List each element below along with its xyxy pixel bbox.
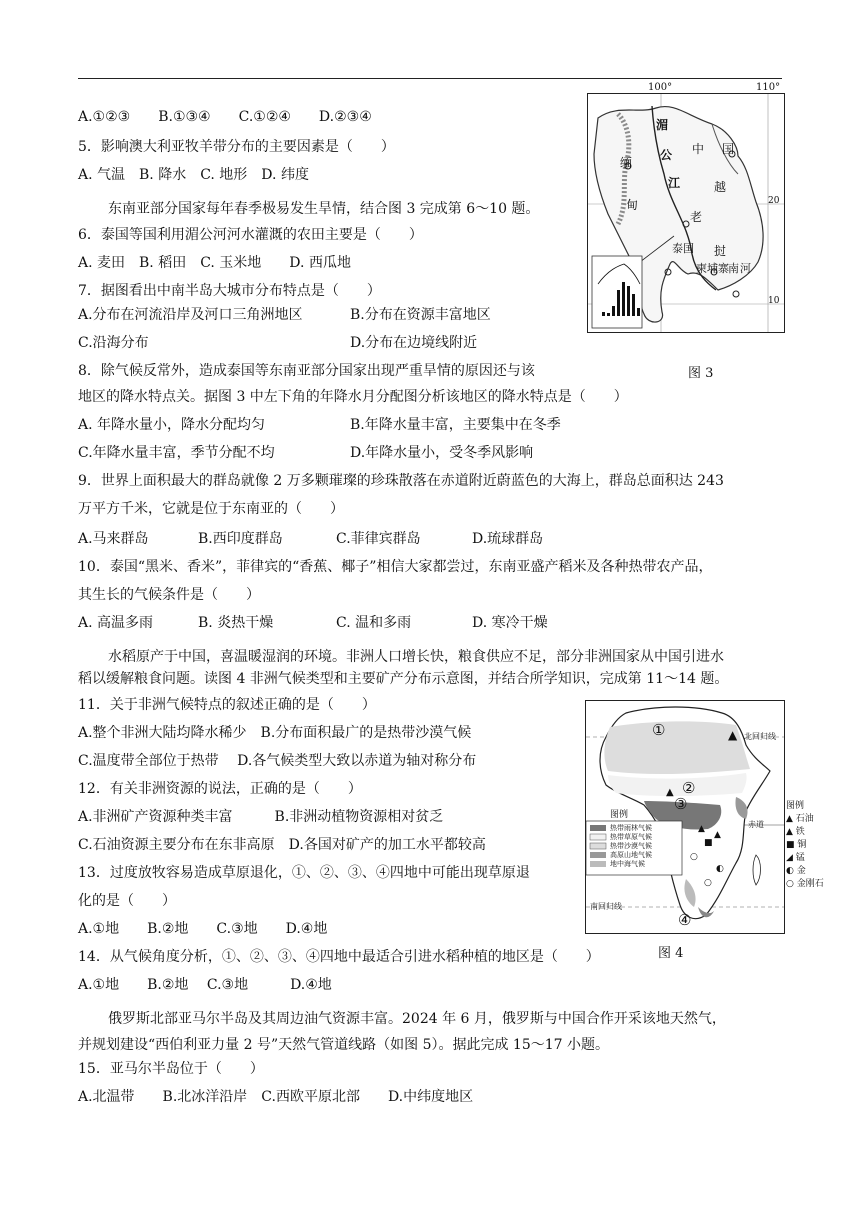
svg-text:○: ○ <box>704 878 712 888</box>
q7-option-d: D.分布在边境线附近 <box>350 335 478 351</box>
q9-option-b: B.西印度群岛 <box>198 531 283 547</box>
intro-11-14-1: 水稻原产于中国，喜温暖湿润的环境。非洲人口增长快，粮食供应不足，部分非洲国家从中国引进水 <box>108 649 724 665</box>
svg-text:▲: ▲ <box>714 830 721 840</box>
header-rule <box>78 78 782 79</box>
q9-stem-2: 万平方千米，它就是位于东南亚的（ ） <box>78 501 344 517</box>
fig3-label-guo: 国 <box>722 142 735 156</box>
fig4-climate-legend-5: 地中海气候 <box>610 860 645 868</box>
diamond-icon: ○ <box>786 879 794 889</box>
fig3-label-cambodia: 柬埔寨 <box>696 262 729 275</box>
fig3-label-gong: 公 <box>660 148 673 162</box>
fig3-label-he: 河 <box>740 262 751 275</box>
q8-option-a: A. 年降水量小，降水分配均匀 <box>78 417 266 433</box>
intro-15-17-1: 俄罗斯北部亚马尔半岛及其周边油气资源丰富。2024 年 6 月，俄罗斯与中国合作开采该地天然气， <box>108 1011 726 1027</box>
q7-stem: 7．据图看出中南半岛大城市分布特点是（ ） <box>78 283 381 299</box>
q11-options-ab: A.整个非洲大陆均降水稀少 B.分布面积最广的是热带沙漠气候 <box>78 725 472 741</box>
q15-options: A.北温带 B.北冰洋沿岸 C.西欧平原北部 D.中纬度地区 <box>78 1089 474 1105</box>
q10-option-c: C. 温和多雨 <box>336 615 412 631</box>
figure-3-map <box>587 82 785 333</box>
q5-stem: 5．影响澳大利亚牧羊带分布的主要因素是（ ） <box>78 139 395 155</box>
q9-option-d: D.琉球群岛 <box>472 531 544 547</box>
figure-4-map <box>585 700 785 934</box>
fig4-tropic-south: 南回归线 <box>590 902 622 911</box>
figure-4-caption: 图 4 <box>658 946 684 961</box>
svg-text:▲: ▲ <box>698 824 705 834</box>
intro-6-10: 东南亚部分国家每年春季极易发生旱情，结合图 3 完成第 6〜10 题。 <box>108 201 540 217</box>
fig4-mineral-manganese: 锰 <box>795 853 805 863</box>
intro-11-14-2: 稻以缓解粮食问题。读图 4 非洲气候类型和主要矿产分布示意图，并结合所学知识，完成第 11〜14 题。 <box>78 671 729 687</box>
fig3-label-mian: 缅 <box>620 156 633 170</box>
q8-option-d: D.年降水量小，受冬季风影响 <box>350 445 534 461</box>
svg-text:▲: ▲ <box>666 787 674 798</box>
q7-option-b: B.分布在资源丰富地区 <box>350 307 491 323</box>
q10-option-b: B. 炎热干燥 <box>198 615 274 631</box>
q8-stem-2: 地区的降水特点关。据图 3 中左下角的年降水月分配图分析该地区的降水特点是（ ） <box>78 389 628 405</box>
fig4-equator: 赤道 <box>748 820 764 829</box>
fig3-label-mei: 湄 <box>656 118 669 132</box>
fig4-climate-legend-4: 高原山地气候 <box>610 851 652 859</box>
fig3-label-yue: 越 <box>714 180 727 194</box>
fig4-tropic-north: 北回归线 <box>744 732 776 741</box>
q13-options: A.①地 B.②地 C.③地 D.④地 <box>78 921 328 937</box>
q15-stem: 15．亚马尔半岛位于（ ） <box>78 1061 264 1077</box>
q9-option-c: C.菲律宾群岛 <box>336 531 421 547</box>
fig4-mineral-oil: 石油 <box>795 814 814 824</box>
q5-options: A. 气温 B. 降水 C. 地形 D. 纬度 <box>78 167 309 183</box>
fig3-label-zhong: 中 <box>692 142 705 156</box>
fig4-region-3: ③ <box>674 795 688 813</box>
q6-stem: 6．泰国等国利用湄公河河水灌溉的农田主要是（ ） <box>78 227 423 243</box>
fig4-climate-legend-1: 热带雨林气候 <box>610 824 652 832</box>
copper-icon: ■ <box>786 840 795 850</box>
fig3-label-dian: 甸 <box>626 198 639 212</box>
intro-15-17-2: 并规划建设“西伯利亚力量 2 号”天然气管道线路（如图 5）。据此完成 15〜17 小题。 <box>78 1037 610 1053</box>
fig4-climate-legend-2: 热带草原气候 <box>610 833 652 841</box>
q12-options-cd: C.石油资源主要分布在东非高原 D.各国对矿产的加工水平都较高 <box>78 837 486 853</box>
q12-stem: 12．有关非洲资源的说法，正确的是（ ） <box>78 781 362 797</box>
q10-option-a: A. 高温多雨 <box>78 615 154 631</box>
q6-options: A. 麦田 B. 稻田 C. 玉米地 D. 西瓜地 <box>78 255 351 271</box>
fig4-region-4: ④ <box>678 911 692 929</box>
svg-text:■: ■ <box>704 838 713 848</box>
q10-stem-2: 其生长的气候条件是（ ） <box>78 587 260 603</box>
iron-icon: ▲ <box>786 827 793 837</box>
q11-stem: 11．关于非洲气候特点的叙述正确的是（ ） <box>78 697 376 713</box>
fig3-label-jiang: 江 <box>668 176 681 190</box>
q14-options: A.①地 B.②地 C.③地 D.④地 <box>78 977 332 993</box>
q14-stem: 14．从气候角度分析，①、②、③、④四地中最适合引进水稻种植的地区是（ ） <box>78 949 600 965</box>
gold-icon: ◐ <box>786 866 794 876</box>
svg-text:○: ○ <box>690 852 698 862</box>
fig4-legend-title: 图例 <box>610 810 629 820</box>
fig4-mineral-gold: 金 <box>796 866 806 876</box>
q12-options-ab: A.非洲矿产资源种类丰富 B.非洲动植物资源相对贫乏 <box>78 809 444 825</box>
fig4-mineral-copper: 铜 <box>797 840 807 850</box>
oil-icon: ▲ <box>786 814 793 824</box>
q8-stem-1: 8．除气候反常外，造成泰国等东南亚部分国家出现严重旱情的原因还与该 <box>78 363 535 379</box>
q9-option-a: A.马来群岛 <box>78 531 149 547</box>
q8-option-c: C.年降水量丰富，季节分配不均 <box>78 445 275 461</box>
fig4-mineral-legend <box>786 800 846 891</box>
q13-stem-1: 13．过度放牧容易造成草原退化，①、②、③、④四地中可能出现草原退 <box>78 865 530 881</box>
fig4-mineral-legend-title: 图例 <box>786 801 805 811</box>
fig4-climate-legend-3: 热带沙漠气候 <box>610 842 652 850</box>
q8-option-b: B.年降水量丰富，主要集中在冬季 <box>350 417 561 433</box>
q7-option-a: A.分布在河流沿岸及河口三角洲地区 <box>78 307 303 323</box>
fig3-label-nan: 南 <box>728 262 739 275</box>
figure-3-caption: 图 3 <box>688 366 714 381</box>
fig3-label-lao: 老 <box>690 210 703 224</box>
q10-option-d: D. 寒冷干燥 <box>472 615 548 631</box>
fig4-mineral-diamond: 金刚石 <box>796 879 824 889</box>
q13-stem-2: 化的是（ ） <box>78 893 176 909</box>
q9-stem-1: 9．世界上面积最大的群岛就像 2 万多颗璀璨的珍珠散落在赤道附近蔚蓝色的大海上，群岛总面积达 243 <box>78 473 724 489</box>
svg-text:▲: ▲ <box>728 728 738 742</box>
fig4-region-2: ② <box>682 779 696 797</box>
fig3-lon-110: 110° <box>756 82 781 93</box>
q10-stem-1: 10．泰国“黑米、香米”，菲律宾的“香蕉、椰子”相信大家都尝过，东南亚盛产稻米及各种热带农产品， <box>78 559 713 575</box>
q4-options: A.①②③ B.①③④ C.①②④ D.②③④ <box>78 109 372 125</box>
manganese-icon: ◢ <box>786 853 793 863</box>
fig3-lat-20: 20 <box>768 196 780 206</box>
fig3-label-wo: 挝 <box>714 244 727 258</box>
fig3-lat-10: 10 <box>768 296 780 306</box>
fig4-region-1: ① <box>652 721 666 739</box>
q11-options-cd: C.温度带全部位于热带 D.各气候类型大致以赤道为轴对称分布 <box>78 753 477 769</box>
svg-text:◐: ◐ <box>716 864 724 874</box>
q7-option-c: C.沿海分布 <box>78 335 149 351</box>
fig4-mineral-iron: 铁 <box>795 827 805 837</box>
fig3-label-taiguo: 泰国 <box>672 242 694 255</box>
fig3-lon-100: 100° <box>648 82 673 93</box>
